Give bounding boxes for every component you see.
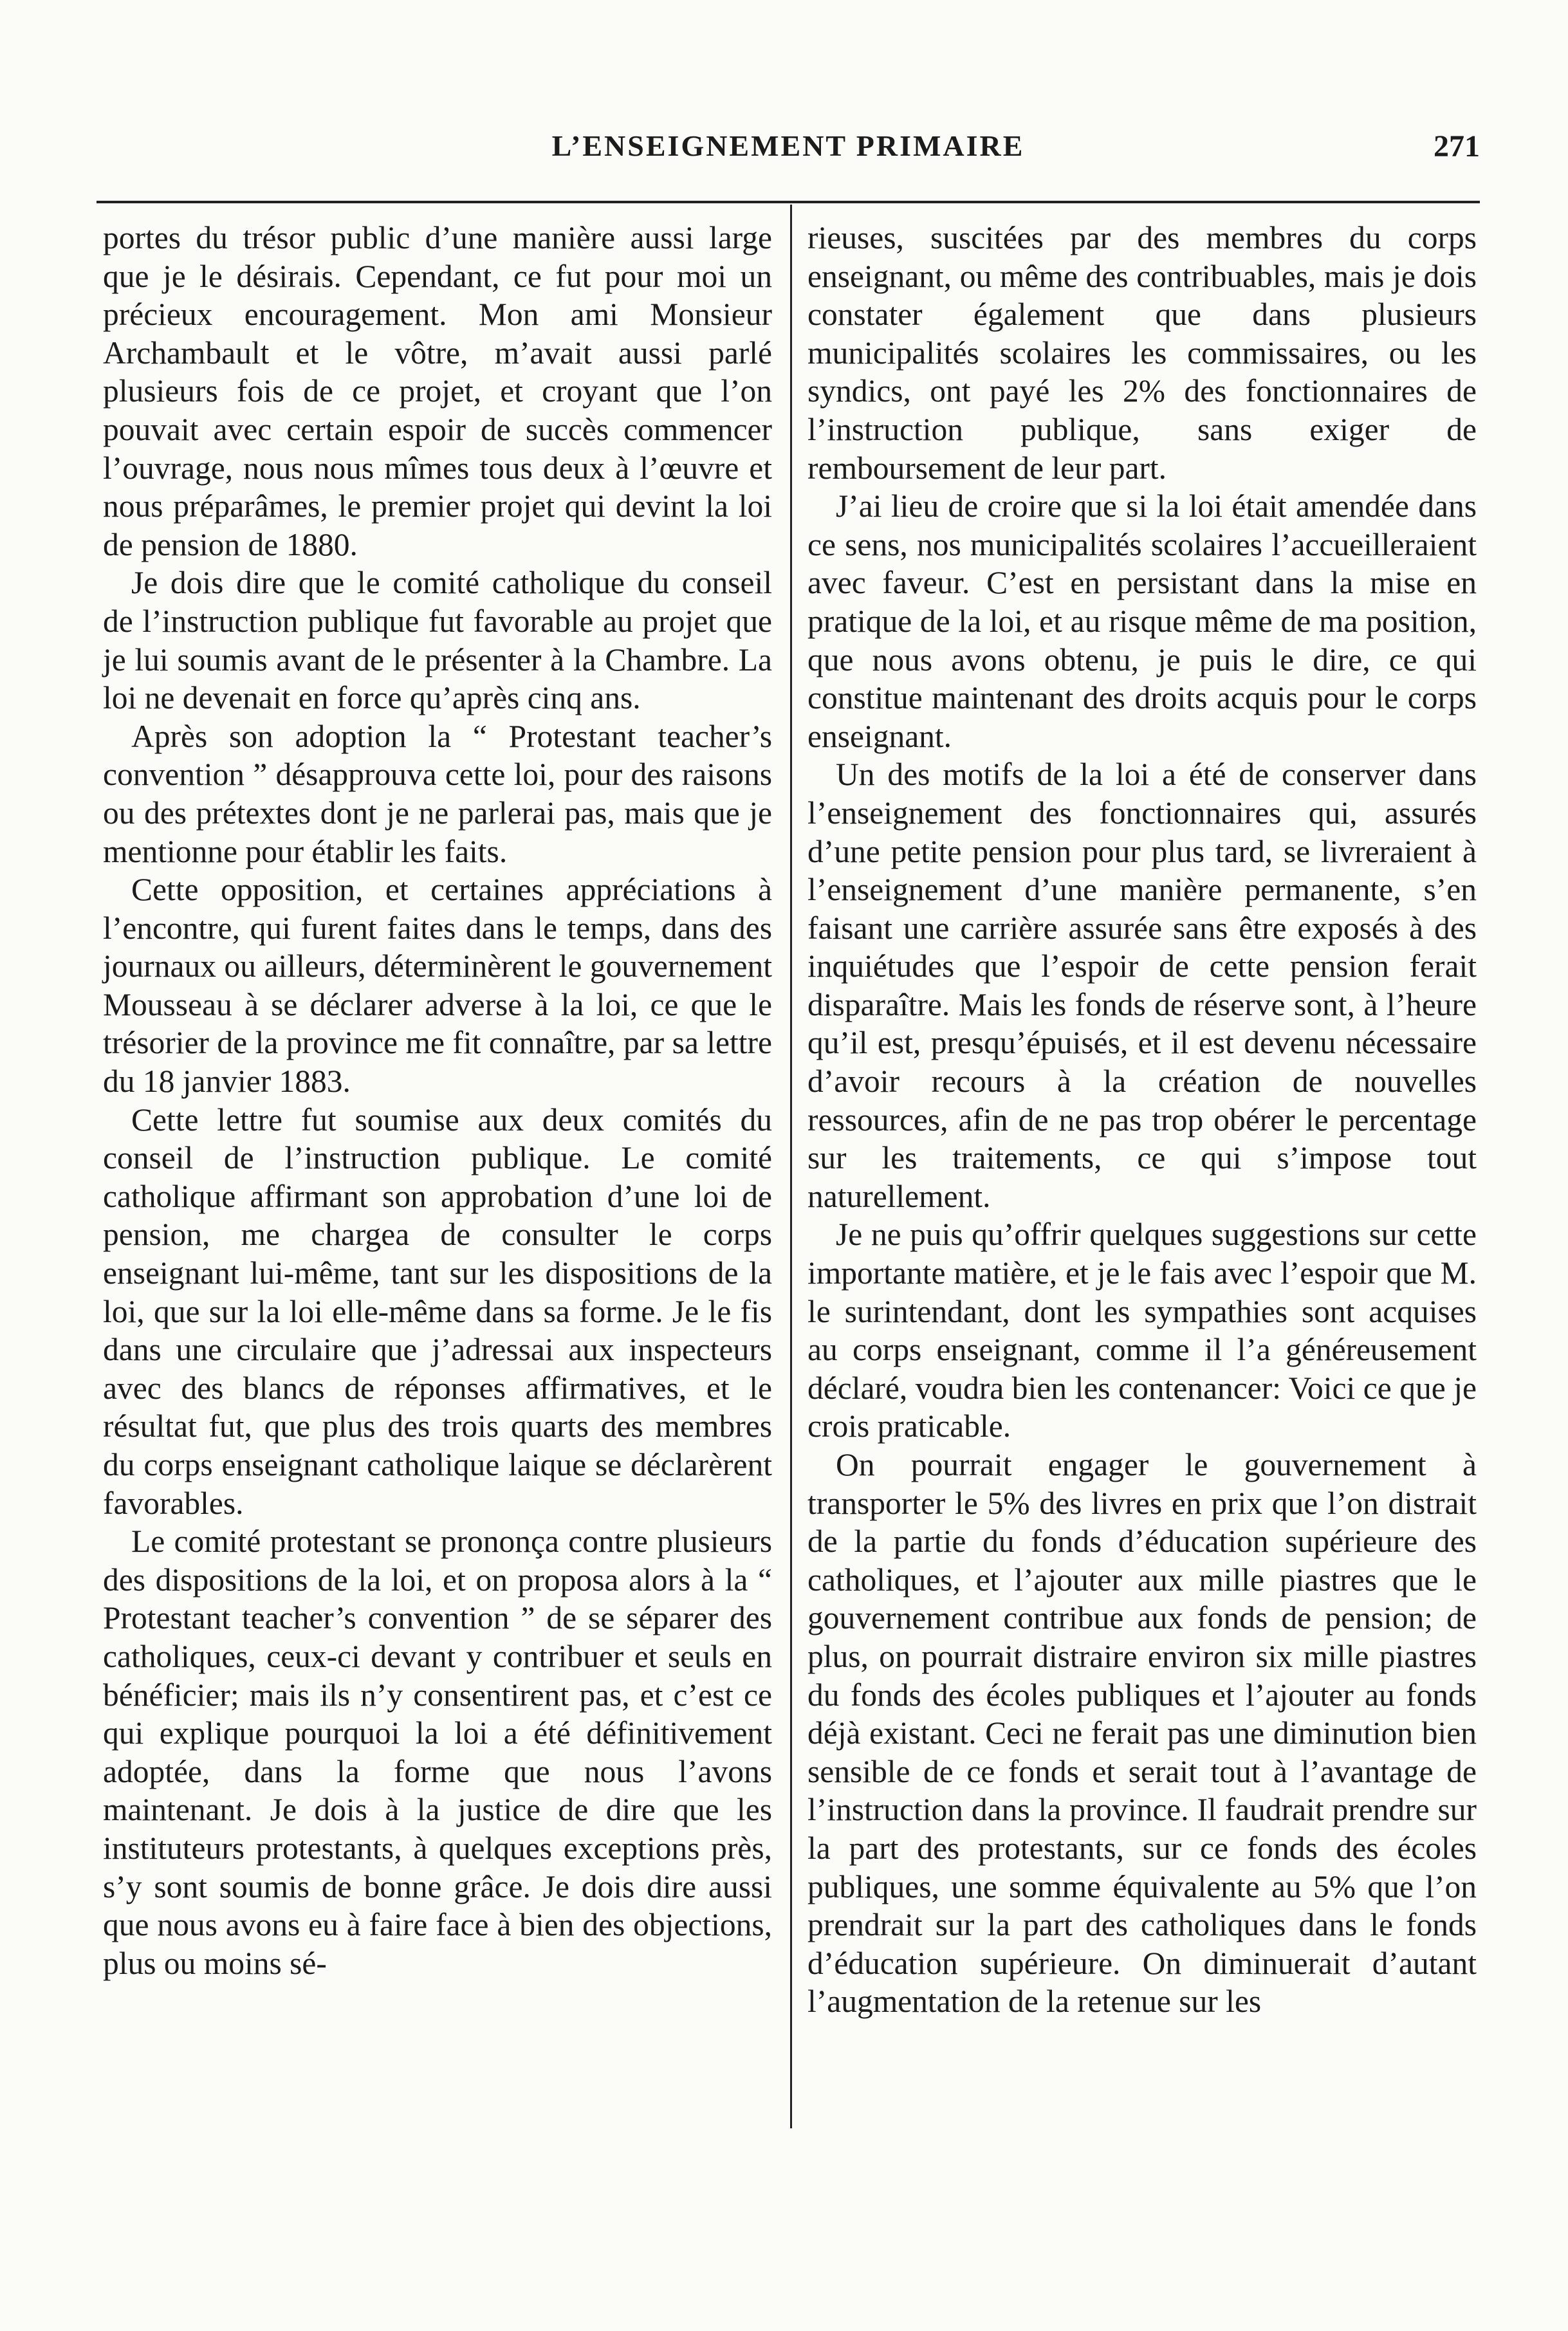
paragraph: rieuses, suscitées par des membres du corps enseignant, ou même des contribuables, mais je dois constater également que dans plusieurs municipalités scolaires les commissaires, ou les syndics, ont payé les 2% des fonctionnaires de l’instruction publique, sans exiger de remboursement de leur part. (807, 220, 1477, 486)
header-rule (97, 201, 1480, 203)
running-title: L’ENSEIGNEMENT PRIMAIRE (551, 129, 1025, 162)
paragraph: Cette opposition, et certaines appréciations à l’encontre, qui furent faites dans le temps, dans des journaux ou ailleurs, déterminèrent le gouvernement Mousseau à se déclarer adverse à la loi, ce que le trésorier de la province me fit connaître, par sa lettre du 18 janvier 1883. (103, 872, 772, 1100)
paragraph: portes du trésor public d’une manière aussi large que je le désirais. Cependant, ce fut pour moi un précieux encouragement. Mon ami Monsieur Archambault et le vôtre, m’avait aussi parlé plusieurs fois de ce projet, et croyant que l’on pouvait avec certain espoir de succès commencer l’ouvrage, nous nous mîmes tous deux à l’œuvre et nous préparâmes, le premier projet qui devint la loi de pension de 1880. (103, 220, 772, 562)
paragraph: On pourrait engager le gouvernement à transporter le 5% des livres en prix que l’on distrait de la partie du fonds d’éducation supérieure des catholiques, et l’ajouter aux mille piastres que le gouvernement contribue aux fonds de pension; de plus, on pourrait distraire environ six mille piastres du fonds des écoles publiques et l’ajouter au fonds déjà existant. Ceci ne ferait pas une diminution bien sensible de ce fonds et serait tout à l’avantage de l’instruction dans la province. Il faudrait prendre sur la part des protestants, sur ce fonds des écoles publiques, une somme équivalente au 5% que l’on prendrait sur la part des catholiques dans le fonds d’éducation supérieure. On diminuerait d’autant l’augmentation de la retenue sur les (807, 1447, 1477, 2020)
paragraph: J’ai lieu de croire que si la loi était amendée dans ce sens, nos municipalités scolaires l’accueilleraient avec faveur. C’est en persistant dans la mise en pratique de la loi, et au risque même de ma position, que nous avons obtenu, je puis le dire, ce qui constitue maintenant des droits acquis pour le corps enseignant. (807, 488, 1477, 754)
paragraph: Après son adoption la “ Protestant teacher’s convention ” désapprouva cette loi, pour des raisons ou des prétextes dont je ne parlerai pas, mais que je mentionne pour établir les faits. (103, 718, 772, 869)
paragraph: Je dois dire que le comité catholique du conseil de l’instruction publique fut favorable au projet que je lui soumis avant de le présenter à la Chambre. La loi ne devenait en force qu’après cinq ans. (103, 565, 772, 716)
page-number: 271 (1434, 129, 1480, 163)
paragraph: Un des motifs de la loi a été de conserver dans l’enseignement des fonctionnaires qui, assurés d’une petite pension pour plus tard, se livreraient à l’enseignement d’une manière permanente, s’en faisant une carrière assurée sans être exposés à des inquiétudes que l’espoir de cette pension ferait disparaître. Mais les fonds de réserve sont, à l’heure qu’il est, presqu’épuisés, et il est devenu nécessaire d’avoir recours à la création de nouvelles ressources, afin de ne pas trop obérer le percentage sur les traitements, ce qui s’impose tout naturellement. (807, 757, 1477, 1214)
paragraph: Je ne puis qu’offrir quelques suggestions sur cette importante matière, et je le fais avec l’espoir que M. le surintendant, dont les sympathies sont acquises au corps enseignant, comme il l’a généreusement déclaré, voudra bien les contenancer: Voici ce que je crois praticable. (807, 1217, 1477, 1444)
paragraph: Cette lettre fut soumise aux deux comités du conseil de l’instruction publique. Le comité catholique affirmant son approbation d’une loi de pension, me chargea de consulter le corps enseignant lui-même, tant sur les dispositions de la loi, que sur la loi elle-même dans sa forme. Je le fis dans une circulaire que j’adressai aux inspecteurs avec des blancs de réponses affirmatives, et le résultat fut, que plus des trois quarts des membres du corps enseignant catholique laique se déclarèrent favorables. (103, 1101, 772, 1521)
paragraph: Le comité protestant se prononça contre plusieurs des dispositions de la loi, et on proposa alors à la “ Protestant teacher’s convention ” de se séparer des catholiques, ceux-ci devant y contribuer et seuls en bénéficier; mais ils n’y consentirent pas, et c’est ce qui explique pourquoi la loi a été définitivement adoptée, dans la forme que nous l’avons maintenant. Je dois à la justice de dire que les instituteurs protestants, à quelques exceptions près, s’y sont soumis de bonne grâce. Je dois dire aussi que nous avons eu à faire face à bien des objections, plus ou moins sé- (103, 1524, 772, 1981)
column-divider (790, 205, 792, 2128)
page-header (97, 129, 1480, 180)
left-column (103, 219, 772, 1982)
right-column (807, 219, 1477, 2021)
